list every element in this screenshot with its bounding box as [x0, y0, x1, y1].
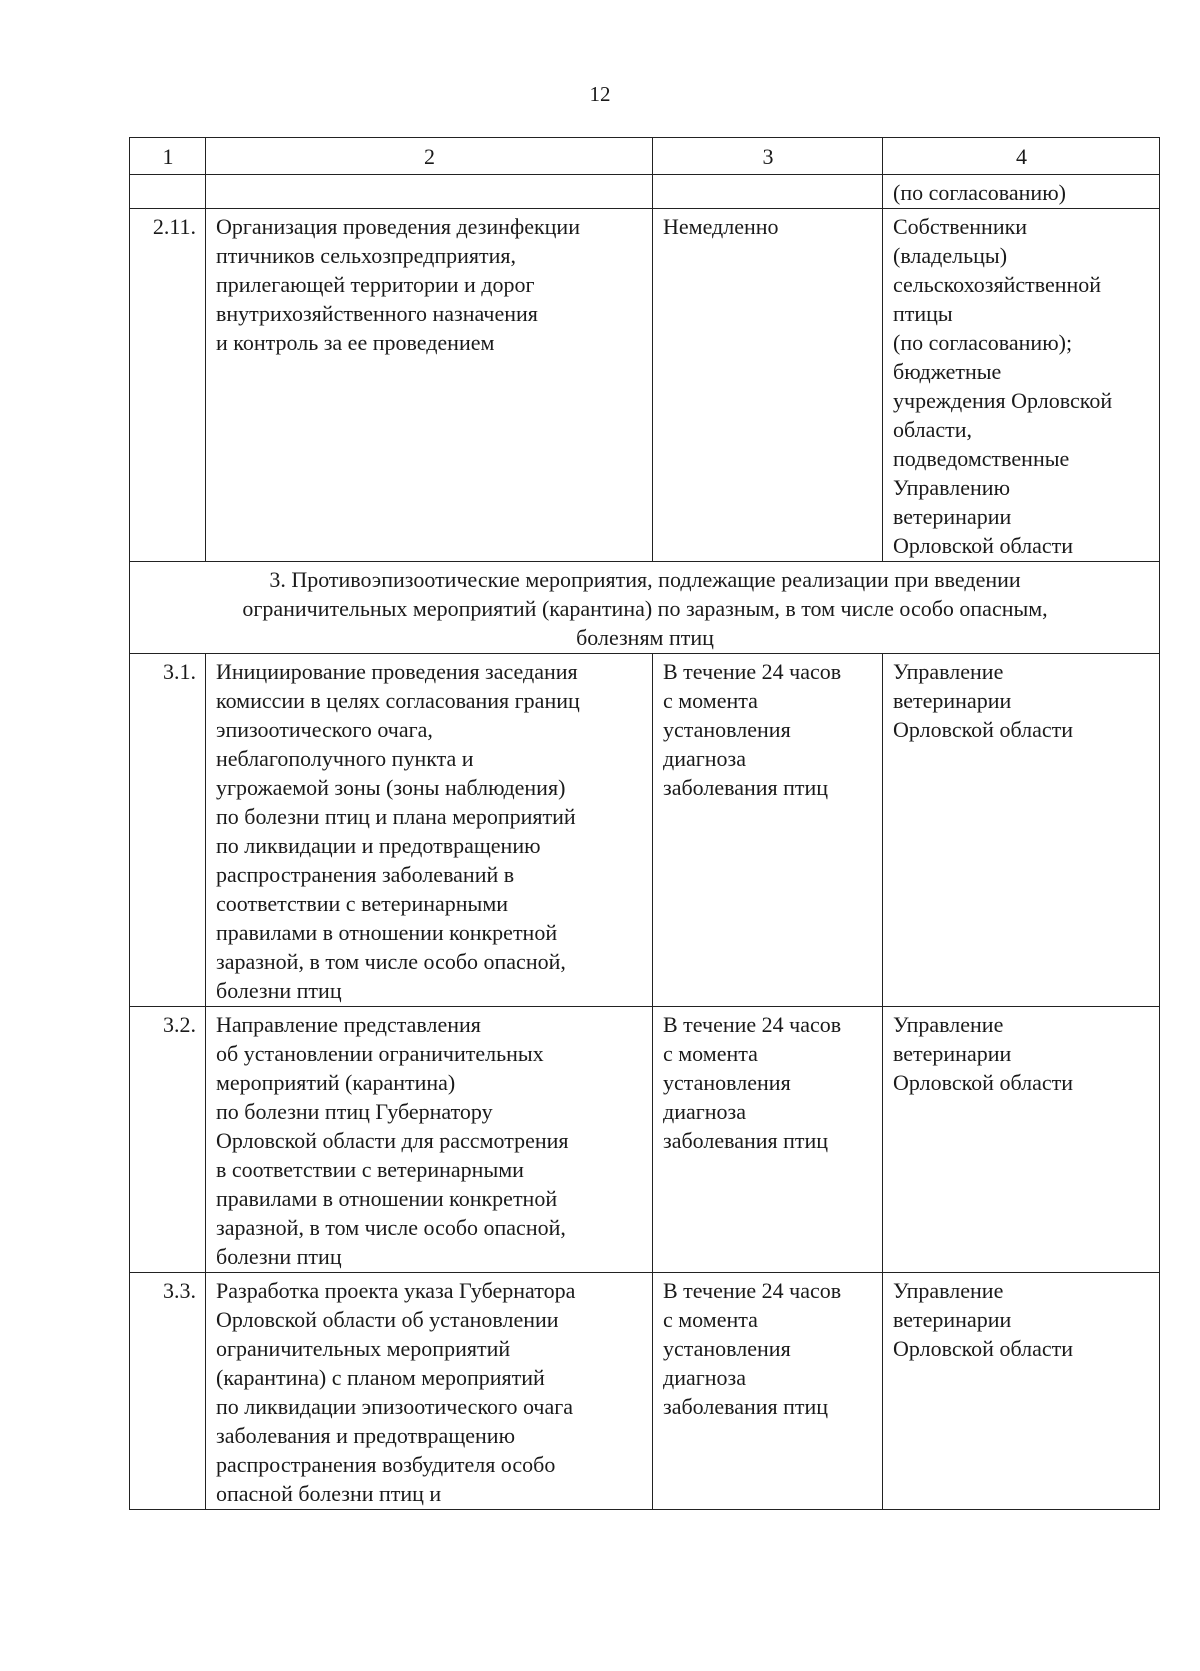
cell-responsible: Собственники (владельцы) сельскохозяйственной птицы (по согласованию); бюджетные учреждения Орловской области, подведомственные Управлению ветеринарии Орловской области [883, 209, 1160, 562]
cell-measure [206, 175, 653, 209]
cell-term [653, 175, 883, 209]
table-row-2-11 [130, 209, 1160, 562]
table-header-row [130, 138, 1160, 175]
cell-responsible: Управление ветеринарии Орловской области [883, 1273, 1160, 1510]
cell-number: 3.3. [130, 1273, 206, 1510]
cell-term: В течение 24 часов с момента установления диагноза заболевания птиц [653, 654, 883, 1007]
column-header-1: 1 [130, 138, 206, 175]
cell-measure: Разработка проекта указа Губернатора Орловской области об установлении ограничительных мероприятий (карантина) с планом мероприятий по ликвидации эпизоотического очага заболевания и предотвращению распространения возбудителя особо опасной болезни птиц и [206, 1273, 653, 1510]
table-row-3-1 [130, 654, 1160, 1007]
cell-measure: Организация проведения дезинфекции птичников сельхозпредприятия, прилегающей территории и дорог внутрихозяйственного назначения и контроль за ее проведением [206, 209, 653, 562]
column-header-4: 4 [883, 138, 1160, 175]
section-3-header-row [130, 562, 1160, 654]
cell-term: В течение 24 часов с момента установления диагноза заболевания птиц [653, 1273, 883, 1510]
cell-number: 3.2. [130, 1007, 206, 1273]
column-header-3: 3 [653, 138, 883, 175]
cell-number: 3.1. [130, 654, 206, 1007]
measures-table [129, 137, 1160, 1510]
cell-measure: Направление представления об установлении ограничительных мероприятий (карантина) по болезни птиц Губернатору Орловской области для рассмотрения в соответствии с ветеринарными правилами в отношении конкретной заразной, в том числе особо опасной, болезни птиц [206, 1007, 653, 1273]
column-header-2: 2 [206, 138, 653, 175]
page-number: 12 [589, 82, 611, 106]
cell-number [130, 175, 206, 209]
cell-responsible: Управление ветеринарии Орловской области [883, 1007, 1160, 1273]
cell-term: Немедленно [653, 209, 883, 562]
cell-responsible: (по согласованию) [883, 175, 1160, 209]
cell-responsible: Управление ветеринарии Орловской области [883, 654, 1160, 1007]
table-row-3-2 [130, 1007, 1160, 1273]
cell-measure: Инициирование проведения заседания комиссии в целях согласования границ эпизоотического очага, неблагополучного пункта и угрожаемой зоны (зоны наблюдения) по болезни птиц и плана мероприятий по ликвидации и предотвращению распространения заболеваний в соответствии с ветеринарными правилами в отношении конкретной заразной, в том числе особо опасной, болезни птиц [206, 654, 653, 1007]
cell-number: 2.11. [130, 209, 206, 562]
table-row-continuation [130, 175, 1160, 209]
cell-term: В течение 24 часов с момента установления диагноза заболевания птиц [653, 1007, 883, 1273]
section-3-title: 3. Противоэпизоотические мероприятия, подлежащие реализации при введении ограничительных мероприятий (карантина) по заразным, в том числе особо опасным, болезням птиц [130, 562, 1160, 654]
table-row-3-3 [130, 1273, 1160, 1510]
